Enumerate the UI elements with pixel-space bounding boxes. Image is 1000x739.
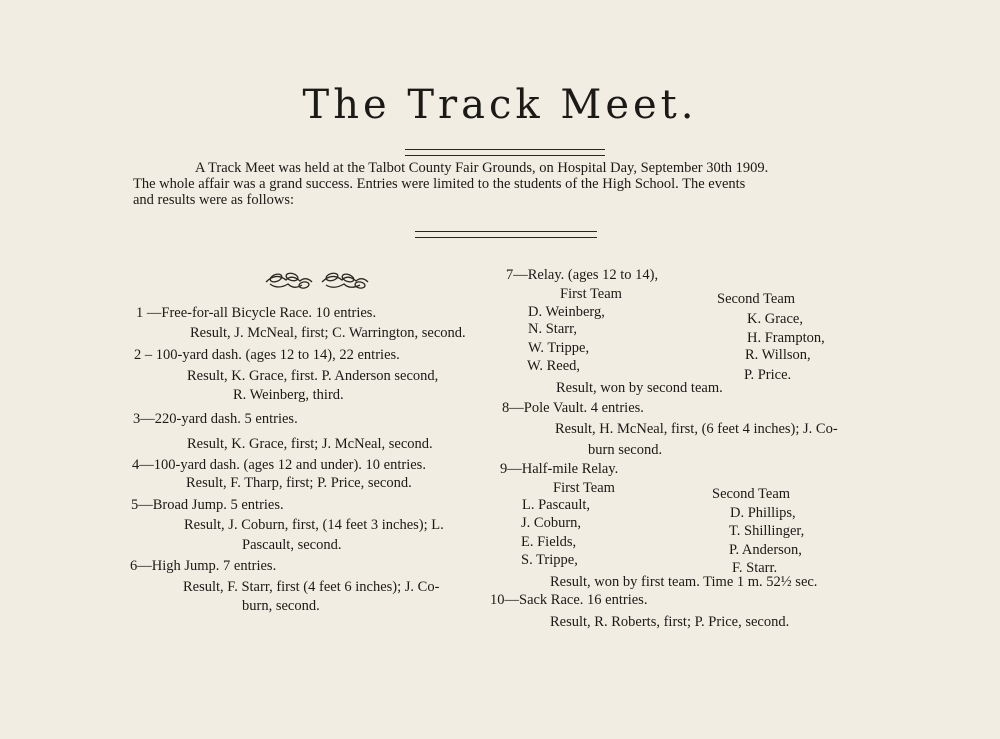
event-5-heading: 5—Broad Jump. 5 entries. [131,497,284,513]
event-6-result: Result, F. Starr, first (4 feet 6 inches); J. Co- [183,579,440,595]
event-7-second-team-label: Second Team [717,291,796,307]
event-9-second-team-member: D. Phillips, [730,505,796,521]
event-2-heading: 2 – 100-yard dash. (ages 12 to 14), 22 entries. [134,347,400,363]
event-9-first-team-label: First Team [553,480,615,496]
event-7-second-team-member: P. Price. [744,367,792,383]
event-8-result-cont: burn second. [588,442,663,458]
event-3-result: Result, K. Grace, first; J. McNeal, second. [187,436,433,452]
title-divider [405,149,605,156]
event-2-result-cont: R. Weinberg, third. [233,387,344,403]
event-9-second-team-member: T. Shillinger, [729,523,805,539]
event-3-heading: 3—220-yard dash. 5 entries. [133,411,298,427]
event-7-first-team-label: First Team [560,286,622,302]
intro-line-2: The whole affair was a grand success. Entries were limited to the students of the High School. The events [133,176,746,192]
event-9-first-team-member: E. Fields, [521,534,577,550]
event-7-second-team-member: R. Willson, [745,347,811,363]
event-8-heading: 8—Pole Vault. 4 entries. [502,400,644,416]
event-9-first-team-member: J. Coburn, [521,515,582,531]
intro-divider [415,231,597,238]
event-5-result-cont: Pascault, second. [242,537,342,553]
leaf-ornament-icon [262,268,372,292]
intro-paragraph [133,160,873,208]
event-4-result: Result, F. Tharp, first; P. Price, second. [186,475,412,491]
event-2-result: Result, K. Grace, first. P. Anderson second, [187,368,439,384]
event-6-heading: 6—High Jump. 7 entries. [130,558,277,574]
event-9-second-team-label: Second Team [712,486,791,502]
event-9-first-team-member: L. Pascault, [522,497,591,513]
event-8-result: Result, H. McNeal, first, (6 feet 4 inches); J. Co- [555,421,838,437]
event-7-second-team-member: K. Grace, [747,311,803,327]
event-9-second-team-member: P. Anderson, [729,542,802,558]
event-7-first-team-member: D. Weinberg, [528,304,605,320]
event-7-first-team-member: W. Reed, [527,358,581,374]
event-1-result: Result, J. McNeal, first; C. Warrington, second. [190,325,466,341]
intro-line-1: A Track Meet was held at the Talbot County Fair Grounds, on Hospital Day, September 30th 1909. [195,160,769,176]
event-10-heading: 10—Sack Race. 16 entries. [490,592,648,608]
event-1-heading: 1 —Free-for-all Bicycle Race. 10 entries. [136,305,377,321]
event-7-first-team-member: W. Trippe, [528,340,590,356]
event-4-heading: 4—100-yard dash. (ages 12 and under). 10 entries. [132,457,426,473]
event-7-result: Result, won by second team. [556,380,723,396]
intro-line-3: and results were as follows: [133,192,295,208]
event-7-first-team-member: N. Starr, [528,321,577,337]
event-9-result: Result, won by first team. Time 1 m. 52½ sec. [550,574,818,590]
event-10-result: Result, R. Roberts, first; P. Price, second. [550,614,790,630]
event-9-first-team-member: S. Trippe, [521,552,578,568]
event-9-second-team-member: F. Starr. [732,560,778,576]
page-title: The Track Meet. [302,82,698,128]
event-7-heading: 7—Relay. (ages 12 to 14), [506,267,659,283]
event-9-heading: 9—Half-mile Relay. [500,461,619,477]
event-7-second-team-member: H. Frampton, [747,330,825,346]
event-5-result: Result, J. Coburn, first, (14 feet 3 inches); L. [184,517,444,533]
event-6-result-cont: burn, second. [242,598,320,614]
